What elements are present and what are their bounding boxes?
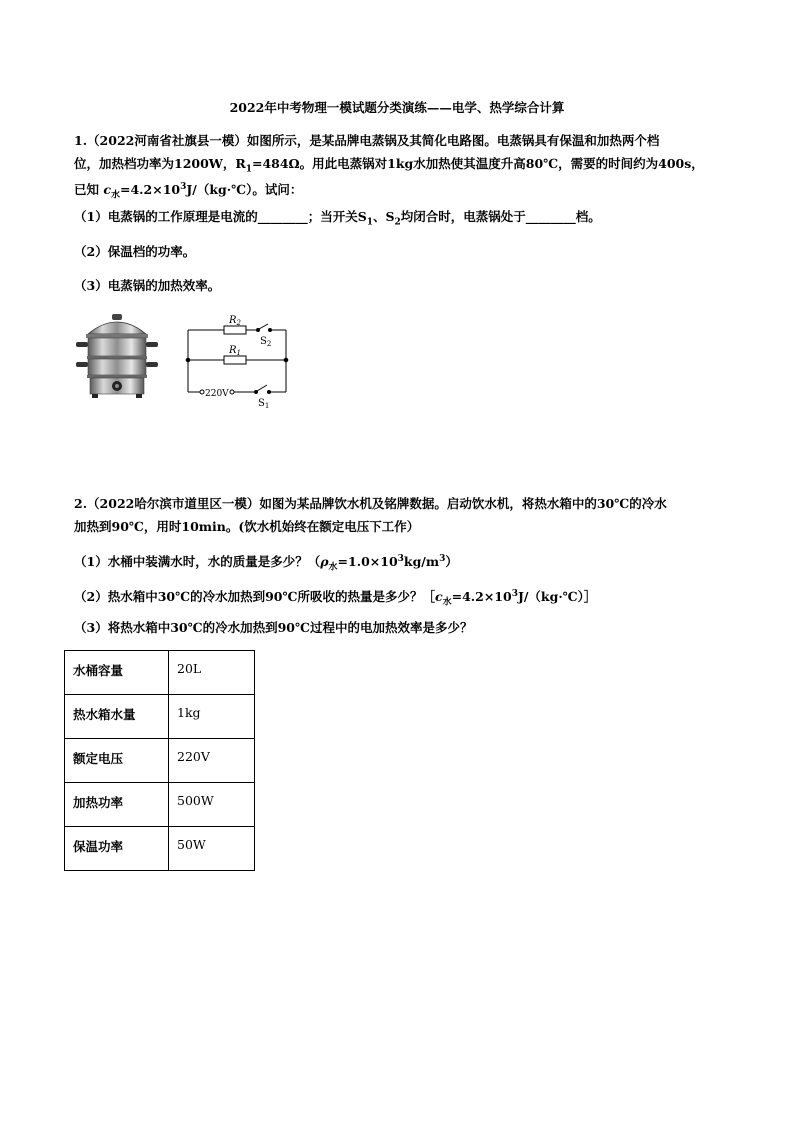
- q1-figure: [74, 312, 304, 416]
- switch-s2: [259, 324, 268, 329]
- table-value: 20L: [169, 651, 255, 695]
- table-row: [65, 783, 255, 827]
- table-key: 额定电压: [65, 739, 169, 783]
- resistor-r1: [224, 356, 246, 364]
- table-row: [65, 695, 255, 739]
- q2-subquestion-2: （2）热水箱中30℃的冷水加热到90℃所吸收的热量是多少？$[c_水=4.2\times 10^3J/(kg\cdot℃)]$: [74, 589, 597, 608]
- table-row: [65, 827, 255, 871]
- svg-text:R1: $R_1$: [229, 345, 241, 357]
- steamer-and-circuit-image: [74, 312, 304, 412]
- table-key: 热水箱水量: [65, 695, 169, 739]
- table-key: 保温功率: [65, 827, 169, 871]
- q2-line-1: 2.（2022哈尔滨市道里区一模）如图为某品牌饮水机及铭牌数据。启动饮水机，将热水箱中的30℃的冷水: [74, 496, 667, 511]
- table-value: 50W: [169, 827, 255, 871]
- q1-line-2: 位，加热档功率为1200W，$R_1=484\Omega$。用此电蒸锅对1kg水加热使其温度升高80℃，需要的时间约为400s，: [74, 156, 704, 175]
- q2-line-2: 加热到90℃，用时10min。(饮水机始终在额定电压下工作）: [74, 519, 420, 534]
- table-value: 1kg: [169, 695, 255, 739]
- page-title: 2022年中考物理一模试题分类演练——电学、热学综合计算: [229, 100, 565, 115]
- table-key: 水桶容量: [65, 651, 169, 695]
- table-value: 220V: [169, 739, 255, 783]
- q1-line-1: 1.（2022河南省社旗县一模）如图所示，是某品牌电蒸锅及其简化电路图。电蒸锅具有保温和加热两个档: [74, 133, 660, 148]
- svg-text:R2: $R_2$: [229, 315, 241, 327]
- table-key: 加热功率: [65, 783, 169, 827]
- q2-subquestion-3: （3）将热水箱中30℃的冷水加热到90℃过程中的电加热效率是多少？: [74, 620, 473, 635]
- resistor-r2: [224, 326, 246, 334]
- q1-subquestion-2: （2）保温档的功率。: [74, 244, 196, 259]
- q1-subquestion-3: （3）电蒸锅的加热效率。: [74, 278, 221, 293]
- table-value: 500W: [169, 783, 255, 827]
- svg-text:220V: 220V: [205, 389, 229, 399]
- q2-subquestion-1: （1）水桶中装满水时，水的质量是多少？$(\rho_水=1.0\times 10^3kg/m^3)$: [74, 554, 458, 573]
- svg-text:S1: $S_1$: [258, 398, 270, 410]
- switch-s1: [257, 385, 267, 391]
- nameplate-table: [64, 650, 255, 871]
- circuit-labels: [205, 315, 271, 410]
- table-row: [65, 651, 255, 695]
- circuit-diagram: [186, 324, 288, 394]
- table-row: [65, 739, 255, 783]
- svg-text:S2: $S_2$: [260, 336, 272, 348]
- steamer-pot-icon: [76, 314, 158, 398]
- q1-subquestion-1: （1）电蒸锅的工作原理是电流的________；当开关$S_1$、$S_2$均闭合时，电蒸锅处于________档。: [74, 209, 601, 228]
- q1-line-3: 已知 $c_水=4.2\times 10^3J/(kg\cdot℃)$。试问：: [74, 182, 303, 201]
